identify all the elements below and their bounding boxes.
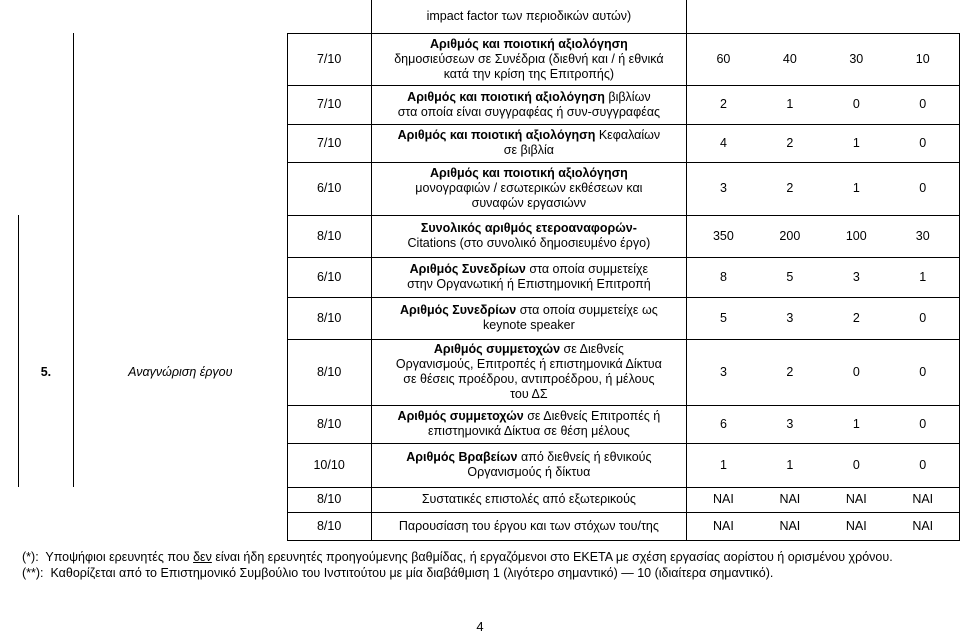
level-value: 1 — [919, 269, 927, 284]
table-row — [19, 124, 960, 162]
weight-cell: 8/10 — [287, 487, 371, 512]
level-value: ΝΑΙ — [713, 492, 734, 506]
level-value: ΝΑΙ — [845, 518, 867, 533]
footnote-2: (**): Καθορίζεται από το Επιστημονικό Συμβούλιο του Ινστιτούτου με μία διαβάθμιση 1 (λιγότερο σημαντικό) — 10 (ιδιαίτερα σημαντικό). — [22, 566, 774, 580]
table-row — [19, 162, 960, 215]
level-value: 3 — [719, 181, 727, 195]
criterion-cell: Αριθμός Βραβείων από διεθνείς ή εθνικούς Οργανισμούς ή δίκτυα — [371, 443, 687, 487]
weight-cell: 7/10 — [287, 33, 371, 85]
weight-cell: 8/10 — [287, 512, 371, 540]
section-number: 5. — [19, 339, 74, 405]
table-row — [19, 0, 960, 33]
criterion-cell: Αριθμός Συνεδρίων στα οποία συμμετείχε στην Οργανωτική ή Επιστημονική Επιτροπή — [371, 257, 687, 297]
level-value: ΝΑΙ — [845, 492, 867, 506]
footnote-1: (*): Υποψήφιοι ερευνητές που δεν είναι ήδη ερευνητές προηγούμενης βαθμίδας, ή εργαζόμενοι στο ΕΚΕΤΑ με σχέση εργασίας αορίστου ή ορισμένου χρόνου. — [22, 550, 893, 564]
table-row — [19, 405, 960, 443]
section-cell — [73, 33, 287, 85]
level-value: 6 — [719, 416, 727, 431]
table-row — [19, 85, 960, 124]
table-row — [19, 339, 960, 405]
level-value: 0 — [852, 364, 860, 379]
level-value: 3 — [786, 416, 794, 431]
section-cell — [19, 443, 74, 487]
section-cell — [73, 162, 287, 215]
weight-cell: 10/10 — [287, 443, 371, 487]
weight-cell: 8/10 — [287, 215, 371, 257]
values-cell — [687, 487, 960, 512]
section-title: Αναγνώριση έργου — [73, 339, 287, 405]
level-value: 2 — [786, 135, 794, 150]
criterion-cell: Αριθμός και ποιοτική αξιολόγηση μονογραφιών / εσωτερικών εκθέσεων και συναφών εργασιώνν — [371, 162, 687, 215]
level-value: 3 — [852, 269, 860, 284]
table-row — [19, 443, 960, 487]
table-row — [19, 257, 960, 297]
section-cell — [19, 215, 74, 257]
values-cell — [687, 443, 960, 487]
section-cell — [73, 124, 287, 162]
level-value: 0 — [919, 135, 927, 150]
section-cell — [73, 405, 287, 443]
weight-cell: 7/10 — [287, 124, 371, 162]
level-value: 0 — [852, 457, 860, 472]
level-value: 5 — [786, 269, 794, 284]
weight-cell: 8/10 — [287, 405, 371, 443]
evaluation-table — [18, 0, 960, 541]
level-value: 1 — [719, 457, 727, 472]
values-cell — [687, 124, 960, 162]
criterion-cell: Αριθμός και ποιοτική αξιολόγηση βιβλίων στα οποία είναι συγγραφέας ή συν-συγγραφέας — [371, 85, 687, 124]
section-cell — [73, 443, 287, 487]
footnotes — [22, 549, 893, 581]
level-value: 0 — [919, 457, 927, 472]
level-value: 1 — [786, 457, 794, 472]
table-row — [19, 297, 960, 339]
weight-cell: 6/10 — [287, 162, 371, 215]
section-cell — [19, 85, 74, 124]
values-cell — [687, 512, 960, 540]
level-value: ΝΑΙ — [779, 518, 801, 533]
table-row — [19, 215, 960, 257]
level-value: 3 — [786, 310, 794, 325]
values-cell — [687, 257, 960, 297]
section-cell — [19, 162, 74, 215]
criterion-cell: Αριθμός συμμετοχών σε Διεθνείς Οργανισμούς, Επιτροπές ή επιστημονικά Δίκτυα σε θέσεις προέδρου, αντιπροέδρου, ή μέλους του ΔΣ — [371, 339, 687, 405]
level-value: ΝΑΙ — [912, 492, 934, 506]
table-row — [19, 487, 960, 512]
level-value: 350 — [712, 228, 734, 243]
level-value: 2 — [786, 181, 794, 195]
criterion-cell: Αριθμός και ποιοτική αξιολόγηση δημοσιεύσεων σε Συνέδρια (διεθνή και / ή εθνικά κατά την κρίση της Επιτροπής) — [371, 33, 687, 85]
level-value: 1 — [852, 135, 860, 150]
table-row — [19, 33, 960, 85]
values-cell — [687, 0, 960, 33]
weight-cell: 6/10 — [287, 257, 371, 297]
section-cell — [19, 257, 74, 297]
weight-cell: 8/10 — [287, 339, 371, 405]
criterion-cell: Συνολικός αριθμός ετεροαναφορών- Citations (στο συνολικό δημοσιευμένο έργο) — [371, 215, 687, 257]
criterion-cell: Αριθμός Συνεδρίων στα οποία συμμετείχε ως keynote speaker — [371, 297, 687, 339]
section-cell — [19, 33, 74, 85]
level-value: ΝΑΙ — [779, 492, 801, 506]
section-cell — [19, 0, 74, 33]
section-cell — [19, 405, 74, 443]
level-value: 0 — [919, 416, 927, 431]
values-cell — [687, 339, 960, 405]
level-value: 0 — [852, 97, 860, 111]
criterion-cell: impact factor των περιοδικών αυτών) — [371, 0, 687, 33]
level-value: 30 — [915, 228, 930, 243]
section-cell — [19, 297, 74, 339]
level-value: 1 — [852, 181, 860, 195]
page-number: 4 — [476, 619, 484, 634]
level-value: 2 — [719, 97, 727, 111]
level-value: 40 — [782, 51, 797, 66]
level-value: 0 — [919, 181, 927, 195]
values-cell — [687, 33, 960, 85]
level-value: 8 — [719, 269, 727, 284]
values-cell — [687, 162, 960, 215]
values-cell — [687, 85, 960, 124]
values-cell — [687, 297, 960, 339]
level-value: 0 — [919, 364, 927, 379]
section-cell — [73, 297, 287, 339]
table-row — [19, 512, 960, 540]
section-cell — [19, 124, 74, 162]
level-value: 60 — [716, 51, 731, 66]
level-value: 0 — [919, 97, 927, 111]
level-value: 5 — [719, 310, 727, 325]
criterion-cell: Αριθμός και ποιοτική αξιολόγηση Κεφαλαίων σε βιβλία — [371, 124, 687, 162]
section-cell — [73, 0, 287, 33]
section-cell — [73, 215, 287, 257]
section-cell — [73, 85, 287, 124]
level-value: 1 — [852, 416, 860, 431]
level-value: ΝΑΙ — [713, 518, 734, 533]
empty-cell — [19, 487, 288, 512]
level-value: 30 — [849, 51, 864, 66]
level-value: 3 — [719, 364, 727, 379]
weight-cell: 8/10 — [287, 297, 371, 339]
criterion-cell: Αριθμός συμμετοχών σε Διεθνείς Επιτροπές ή επιστημονικά Δίκτυα σε θέση μέλους — [371, 405, 687, 443]
values-cell — [687, 215, 960, 257]
level-value: 2 — [786, 364, 794, 379]
level-value: 4 — [719, 135, 727, 150]
criterion-cell: Παρουσίαση του έργου και των στόχων του/της — [371, 512, 687, 540]
section-cell — [73, 257, 287, 297]
level-value: 10 — [915, 51, 930, 66]
level-value: 1 — [786, 97, 794, 111]
criterion-cell: Συστατικές επιστολές από εξωτερικούς — [371, 487, 687, 512]
weight-cell: 7/10 — [287, 85, 371, 124]
level-value: 0 — [919, 310, 927, 325]
level-value: ΝΑΙ — [912, 518, 934, 533]
empty-cell — [19, 512, 288, 540]
weight-cell — [287, 0, 371, 33]
level-value: 2 — [852, 310, 860, 325]
level-value: 200 — [779, 228, 801, 243]
level-value: 100 — [845, 228, 867, 243]
values-cell — [687, 405, 960, 443]
